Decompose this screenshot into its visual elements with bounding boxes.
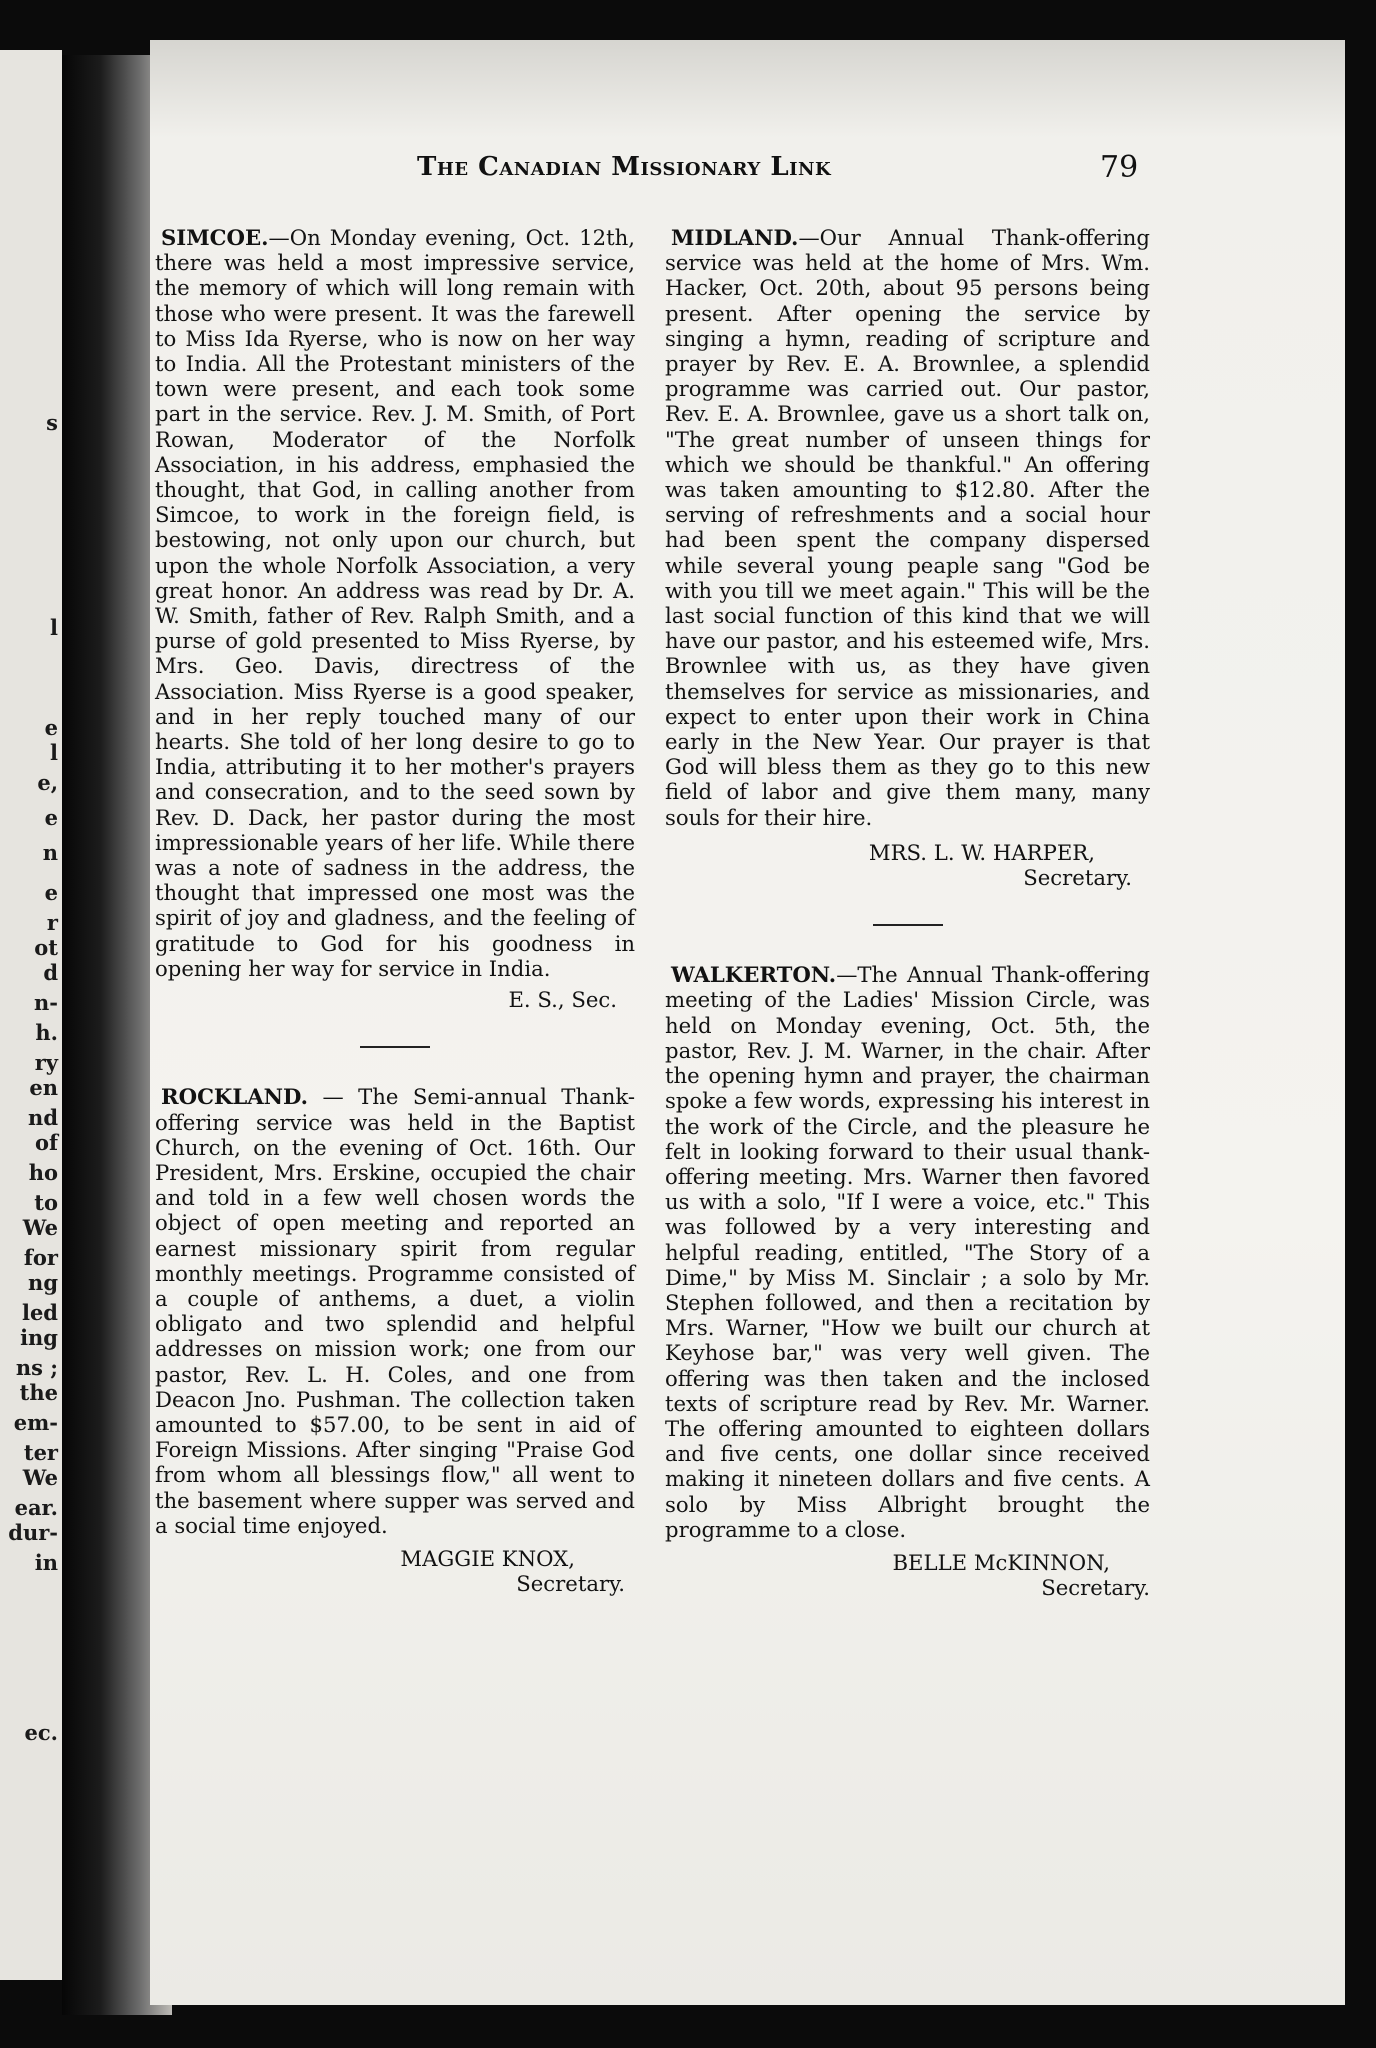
previous-page-fragment: en xyxy=(29,1075,58,1100)
article-midland xyxy=(665,225,1150,890)
previous-page-fragment: nd xyxy=(28,1105,58,1130)
signature-name: BELLE McKINNON, xyxy=(892,1549,1110,1575)
previous-page-fragment: e xyxy=(44,880,58,905)
previous-page-fragment: ing xyxy=(20,1325,58,1350)
article-heading: SIMCOE. xyxy=(161,225,269,250)
previous-page-fragment: e, xyxy=(37,770,58,795)
previous-page-edge xyxy=(0,50,62,1980)
signature-name: MRS. L. W. HARPER, xyxy=(868,839,1095,865)
previous-page-fragment: r xyxy=(46,910,58,935)
page-header xyxy=(262,112,1142,185)
previous-page-fragment: ot xyxy=(34,935,58,960)
previous-page-fragment: led xyxy=(21,1300,58,1325)
previous-page-fragment: h. xyxy=(35,1020,58,1045)
page xyxy=(150,40,1345,2005)
right-column xyxy=(665,225,1150,1600)
signature-title: Secretary. xyxy=(516,1571,625,1597)
article-body: —The Annual Thank-offering meeting of the Ladies' Mission Circle, was held on Monday evening, Oct. 5th, the pastor, Rev. J. M. Warner, in the chair. After the opening hymn and prayer, the chairman spoke a few words, expressing his interest in the work of the Circle, and the pleasure he felt in looking forward to their usual thank-offering meeting. Mrs. Warner then favored us with a solo, "If I were a voice, etc." This was followed by a very interesting and helpful reading, entitled, "The Story of a Dime," by Miss M. Sinclair ; a solo by Mr. Stephen followed, and then a recitation by Mrs. Warner, "How we built our church at Keyhose bar," was very well given. The offering was then taken and the inclosed texts of scripture read by Rev. Mr. Warner. The offering amounted to eighteen dollars and five cents, one dollar since received making it nineteen dollars and five cents. A solo by Miss Albright brought the programme to a close. xyxy=(665,962,1150,1542)
previous-page-fragment: to xyxy=(34,1190,58,1215)
page-number: 79 xyxy=(1100,150,1139,185)
previous-page-fragment: s xyxy=(46,410,58,435)
previous-page-fragment: n xyxy=(42,840,58,865)
previous-page-fragment: ns ; xyxy=(15,1355,58,1380)
signature: E. S., Sec. xyxy=(508,987,617,1013)
article-walkerton xyxy=(665,962,1150,1600)
article-heading: ROCKLAND. xyxy=(161,1084,309,1110)
previous-page-fragment: n- xyxy=(34,990,58,1015)
previous-page-fragment: dur- xyxy=(8,1520,58,1545)
left-column xyxy=(155,225,635,1596)
previous-page-fragment: ec. xyxy=(24,1720,58,1745)
signature-title: Secretary. xyxy=(1023,865,1132,891)
previous-page-fragment: d xyxy=(43,960,58,985)
signature-title: Secretary. xyxy=(1041,1575,1150,1601)
previous-page-fragment: of xyxy=(34,1130,58,1155)
previous-page-fragment: em- xyxy=(13,1410,58,1435)
article-heading: WALKERTON. xyxy=(671,962,837,988)
article-simcoe xyxy=(155,225,635,1012)
article-rockland xyxy=(155,1084,635,1596)
previous-page-fragment: ter xyxy=(23,1440,58,1465)
previous-page-fragment: l xyxy=(50,740,58,765)
previous-page-fragment: ear. xyxy=(14,1495,58,1520)
divider-rule xyxy=(873,924,943,926)
article-body: —Our Annual Thank-offering service was held at the home of Mrs. Wm. Hacker, Oct. 20th, about 95 persons being present. After opening the service by singing a hymn, reading of scripture and prayer by Rev. E. A. Brownlee, a splendid programme was carried out. Our pastor, Rev. E. A. Brownlee, gave us a short talk on, "The great number of unseen things for which we should be thankful." An offering was taken amounting to $12.80. After the serving of refreshments and a social hour had been spent the company dispersed while several young peaple sang "God be with you till we meet again." This will be the last social function of this kind that we will have our pastor, and his esteemed wife, Mrs. Brownlee with us, as they have given themselves for service as missionaries, and expect to enter upon their work in China early in the New Year. Our prayer is that God will bless them as they go to this new field of labor and give them many, many souls for their hire. xyxy=(665,225,1150,830)
article-body: — The Semi-annual Thank-offering service was held in the Baptist Church, on the evening of Oct. 16th. Our President, Mrs. Erskine, occupied the chair and told in a few well chosen words the object of open meeting and reported an earnest missionary spirit from regular monthly meetings. Programme consisted of a couple of anthems, a duet, a violin obligato and two splendid and helpful addresses on mission work; one from our pastor, Rev. L. H. Coles, and one from Deacon Jno. Pushman. The collection taken amounted to $57.00, to be sent in aid of Foreign Missions. After singing "Praise God from whom all blessings flow," all went to the basement where supper was served and a social time enjoyed. xyxy=(155,1084,635,1538)
signature-name: MAGGIE KNOX, xyxy=(400,1545,575,1571)
article-body: —On Monday evening, Oct. 12th, there was held a most impressive service, the memory of which will long remain with those who were present. It was the farewell to Miss Ida Ryerse, who is now on her way to India. All the Protestant ministers of the town were present, and each took some part in the service. Rev. J. M. Smith, of Port Rowan, Moderator of the Norfolk Association, in his address, emphasied the thought, that God, in calling another from Simcoe, to work in the foreign field, is bestowing, not only upon our church, but upon the whole Norfolk Association, a very great honor. An address was read by Dr. A. W. Smith, father of Rev. Ralph Smith, and a purse of gold presented to Miss Ryerse, by Mrs. Geo. Davis, directress of the Association. Miss Ryerse is a good speaker, and in her reply touched many of our hearts. She told of her long desire to go to India, attributing it to her mother's prayers and consecration, and to the seed sown by Rev. D. Dack, her pastor during the most impressionable years of her life. While there was a note of sadness in the address, the thought that impressed one most was the spirit of joy and gladness, and the feeling of gratitude to God for his goodness in opening her way for service in India. xyxy=(155,225,635,981)
previous-page-fragment: ry xyxy=(34,1050,58,1075)
journal-title: The Canadian Missionary Link xyxy=(417,152,832,182)
previous-page-fragment: We xyxy=(22,1215,58,1240)
previous-page-fragment: ho xyxy=(28,1160,58,1185)
previous-page-fragment: for xyxy=(23,1245,58,1270)
previous-page-fragment: l xyxy=(50,615,58,640)
previous-page-fragment: in xyxy=(34,1550,58,1575)
article-heading: MIDLAND. xyxy=(671,225,799,250)
previous-page-fragment: e xyxy=(44,715,58,740)
previous-page-fragment: e xyxy=(44,805,58,830)
previous-page-fragment: the xyxy=(19,1380,58,1405)
divider-rule xyxy=(360,1046,430,1048)
previous-page-fragment: We xyxy=(22,1465,58,1490)
previous-page-fragment: ng xyxy=(28,1270,58,1295)
